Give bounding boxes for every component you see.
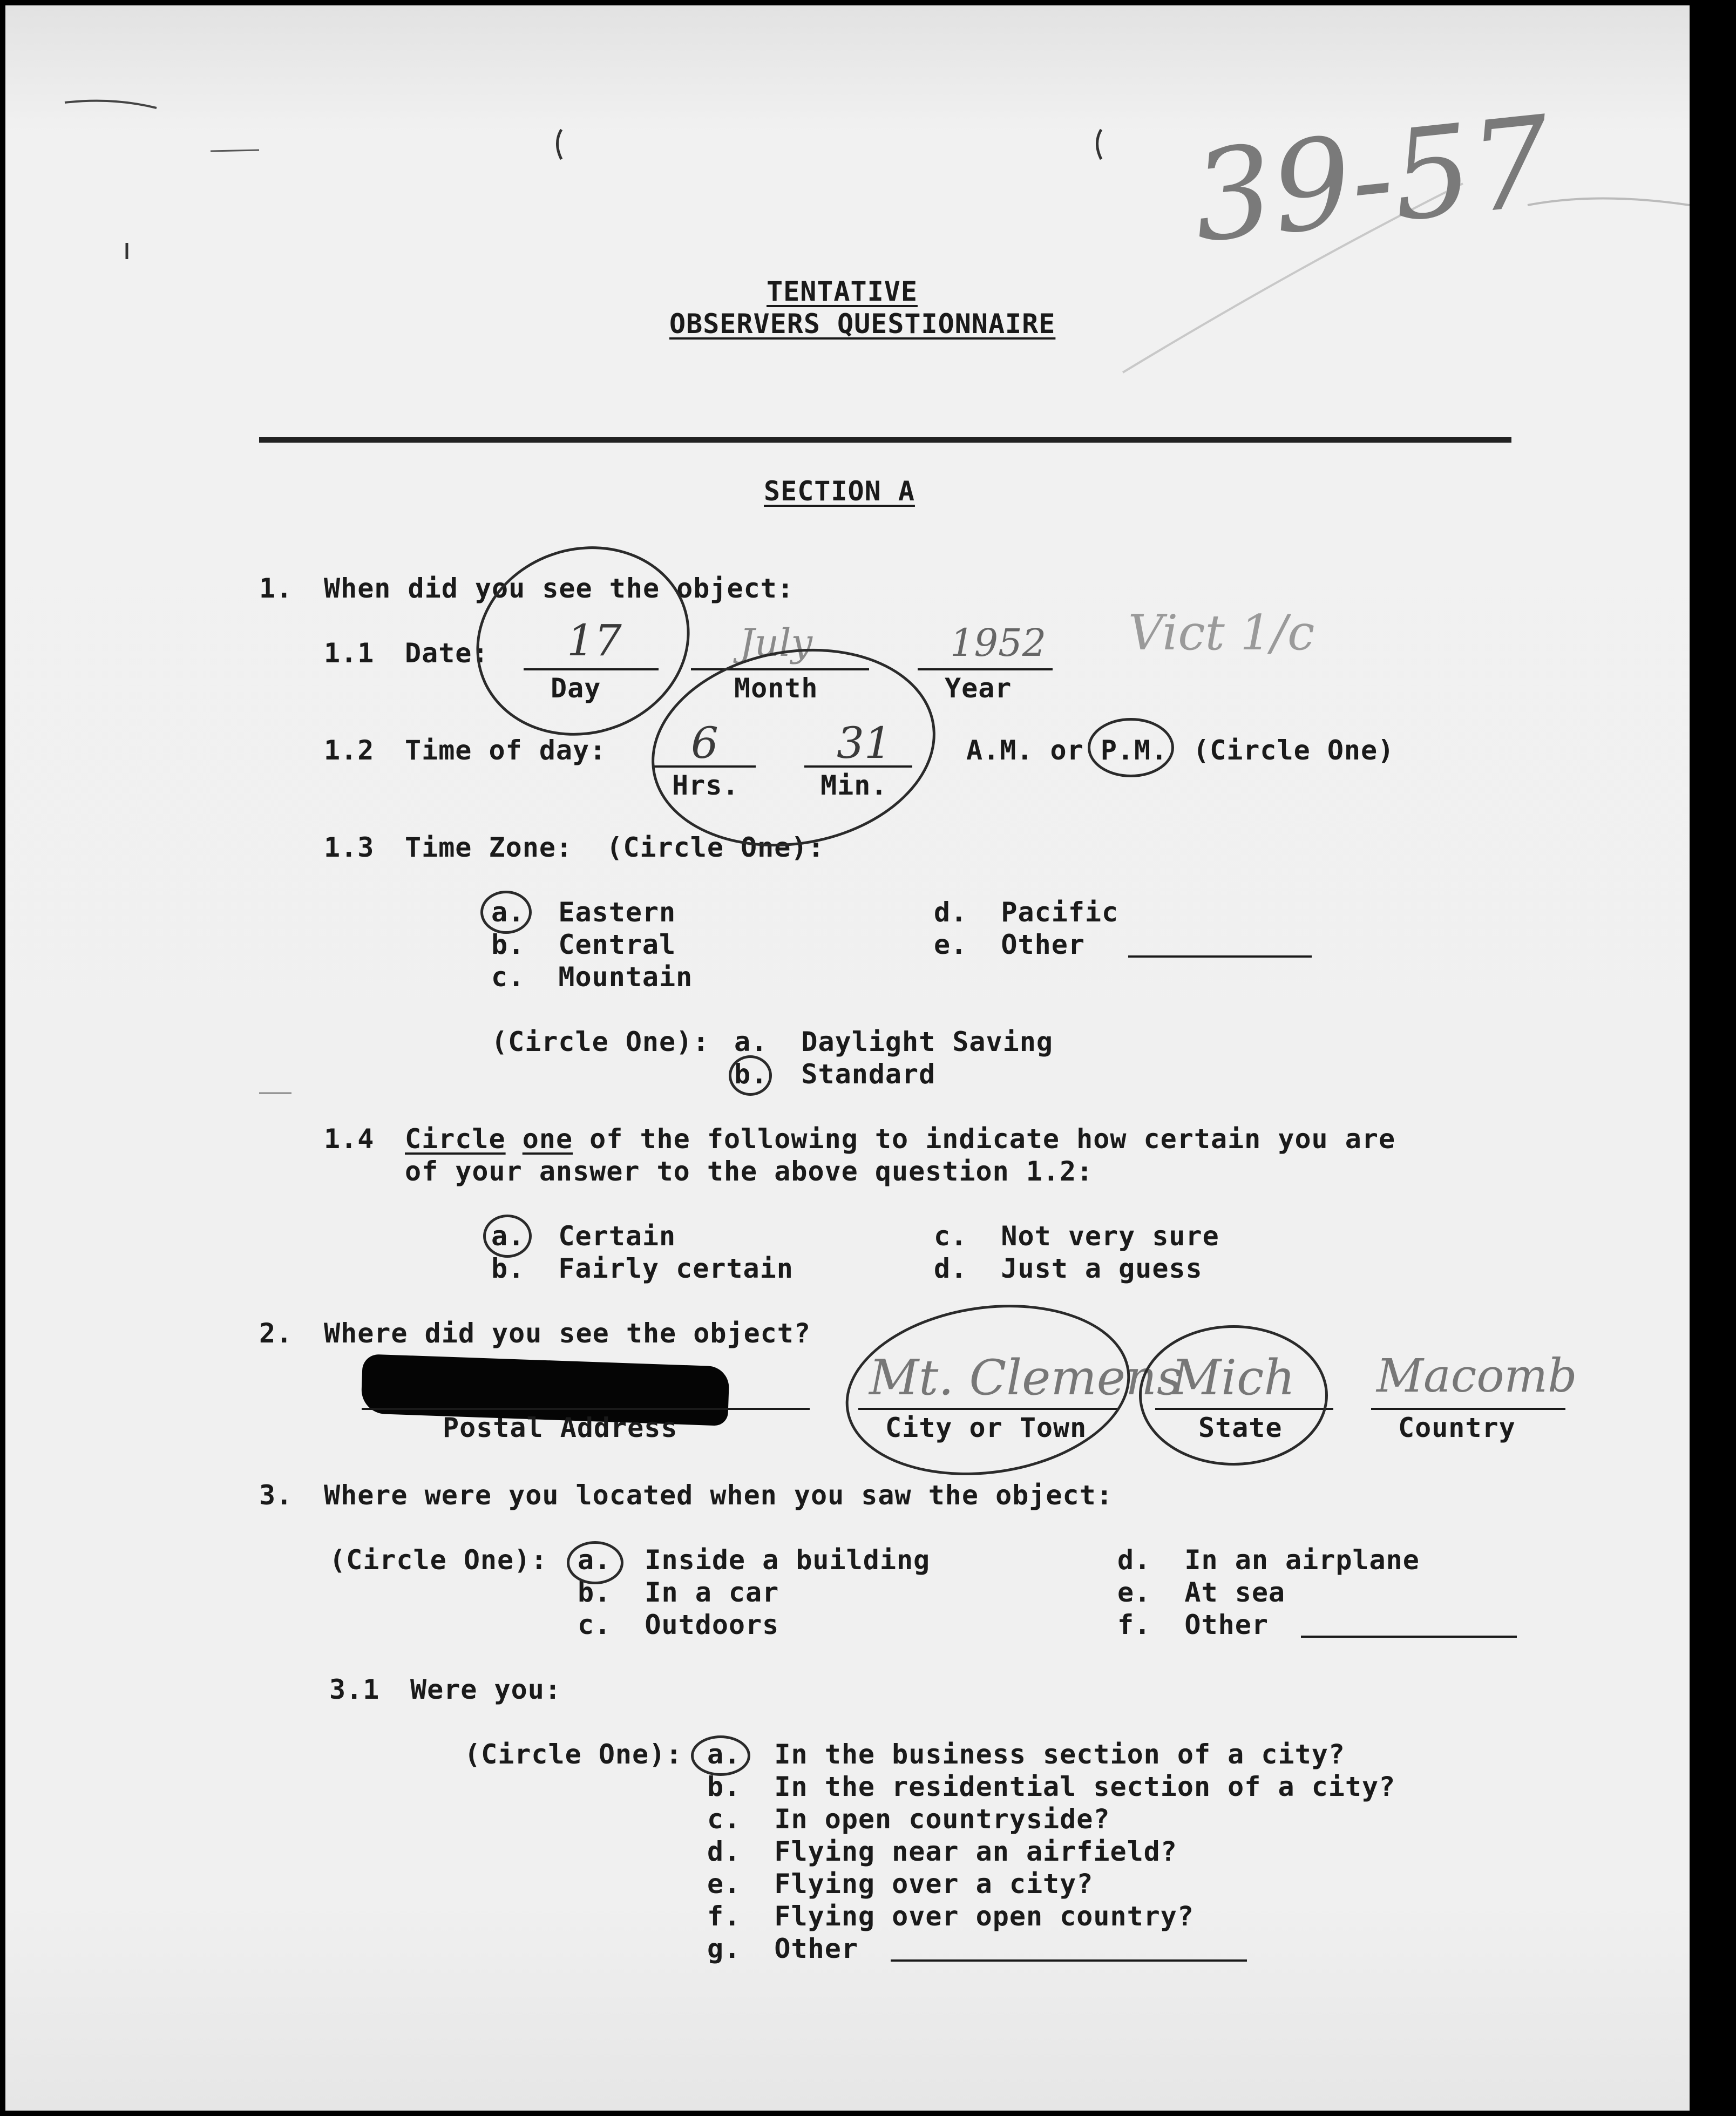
setting-option-e: e. Flying over a city? bbox=[707, 1868, 1094, 1900]
margin-note: Vict 1/c bbox=[1128, 605, 1315, 661]
year-line bbox=[918, 668, 1053, 670]
q2-number: 2. bbox=[259, 1318, 293, 1349]
section-heading: SECTION A bbox=[764, 476, 915, 507]
month-caption: Month bbox=[734, 673, 818, 704]
q1-4-emphasis-one: one bbox=[522, 1123, 573, 1155]
location-option-a: a. Inside a building bbox=[578, 1544, 931, 1576]
city-value: Mt. Clemens bbox=[869, 1349, 1182, 1406]
certainty-option-c: c. Not very sure bbox=[934, 1220, 1219, 1252]
q3-text: Where were you located when you saw the object: bbox=[324, 1480, 1113, 1511]
q3-1-number: 3.1 bbox=[329, 1674, 380, 1705]
q1-3-label: Time Zone: (Circle One): bbox=[405, 832, 825, 863]
q1-4-text-line-2: of your answer to the above question 1.2: bbox=[405, 1156, 1094, 1187]
q3-1-circle-hint: (Circle One): bbox=[464, 1739, 683, 1770]
city-caption: City or Town bbox=[885, 1412, 1087, 1443]
tz-option-a: a. Eastern bbox=[491, 897, 676, 928]
circle-business-section bbox=[691, 1735, 750, 1776]
certainty-option-d: d. Just a guess bbox=[934, 1253, 1203, 1284]
setting-option-a: a. In the business section of a city? bbox=[707, 1739, 1345, 1770]
postal-address-caption: Postal Address bbox=[443, 1412, 678, 1443]
certainty-option-b: b. Fairly certain bbox=[491, 1253, 794, 1284]
day-caption: Day bbox=[551, 673, 601, 704]
setting-option-f: f. Flying over open country? bbox=[707, 1901, 1194, 1932]
circle-pm bbox=[1088, 718, 1174, 777]
questionnaire-page bbox=[5, 5, 1690, 2111]
country-value: Macomb bbox=[1376, 1349, 1577, 1403]
q3-1-text: Were you: bbox=[410, 1674, 561, 1705]
year-value: 1952 bbox=[950, 621, 1047, 665]
circle-one-hint: (Circle One) bbox=[1193, 735, 1395, 766]
certainty-option-a: a. Certain bbox=[491, 1220, 676, 1252]
q1-4-number: 1.4 bbox=[324, 1123, 375, 1155]
q1-4-text-line-1 bbox=[405, 1123, 1395, 1155]
q3-number: 3. bbox=[259, 1480, 293, 1511]
circle-eastern bbox=[480, 891, 532, 934]
country-caption: Country bbox=[1398, 1412, 1516, 1443]
month-value: July bbox=[740, 621, 813, 665]
location-other-line bbox=[1301, 1636, 1517, 1638]
handwritten-file-number: 39-57 bbox=[1186, 90, 1558, 270]
tz-other-line bbox=[1128, 955, 1312, 958]
tz-option-c: c. Mountain bbox=[491, 961, 693, 993]
year-caption: Year bbox=[945, 673, 1012, 704]
q1-3-number: 1.3 bbox=[324, 832, 375, 863]
q2-text: Where did you see the object? bbox=[324, 1318, 811, 1349]
setting-option-b: b. In the residential section of a city? bbox=[707, 1771, 1396, 1802]
setting-other-line bbox=[891, 1959, 1247, 1962]
postal-address-line bbox=[362, 1408, 810, 1410]
location-option-e: e. At sea bbox=[1117, 1577, 1286, 1608]
setting-option-c: c. In open countryside? bbox=[707, 1803, 1110, 1835]
q1-number: 1. bbox=[259, 573, 293, 604]
location-option-d: d. In an airplane bbox=[1117, 1544, 1420, 1576]
q1-4-emphasis-circle: Circle bbox=[405, 1123, 506, 1155]
minutes-caption: Min. bbox=[820, 770, 888, 801]
location-option-c: c. Outdoors bbox=[578, 1609, 779, 1640]
tz-option-e: e. Other bbox=[934, 929, 1085, 960]
q1-2-number: 1.2 bbox=[324, 735, 375, 766]
q1-4-text-rest: of the following to indicate how certain you are bbox=[573, 1123, 1396, 1155]
circle-certain bbox=[483, 1215, 532, 1258]
setting-option-d: d. Flying near an airfield? bbox=[707, 1836, 1177, 1867]
q1-2-label: Time of day: bbox=[405, 735, 607, 766]
circle-standard bbox=[729, 1055, 772, 1096]
circle-state bbox=[1139, 1325, 1328, 1466]
title-line-1: TENTATIVE bbox=[767, 276, 918, 307]
tz-option-d: d. Pacific bbox=[934, 897, 1119, 928]
dst-option-a: a. Daylight Saving bbox=[734, 1026, 1053, 1057]
title-line-2: OBSERVERS QUESTIONNAIRE bbox=[669, 308, 1056, 340]
minutes-value: 31 bbox=[837, 718, 892, 768]
state-caption: State bbox=[1198, 1412, 1283, 1443]
q1-text: When did you see the object: bbox=[324, 573, 794, 604]
country-line bbox=[1371, 1408, 1565, 1410]
q1-1-number: 1.1 bbox=[324, 637, 375, 669]
am-pm-options: A.M. or P.M. bbox=[966, 735, 1168, 766]
setting-option-g: g. Other bbox=[707, 1933, 858, 1964]
dst-option-b: b. Standard bbox=[734, 1059, 936, 1090]
state-value: Mich bbox=[1171, 1349, 1296, 1406]
day-value: 17 bbox=[567, 615, 622, 666]
hours-value: 6 bbox=[691, 718, 718, 768]
q3-circle-hint: (Circle One): bbox=[329, 1544, 548, 1576]
circle-inside-building bbox=[567, 1541, 623, 1584]
tz-option-b: b. Central bbox=[491, 929, 676, 960]
section-divider bbox=[259, 437, 1511, 443]
dst-circle-hint: (Circle One): bbox=[491, 1026, 710, 1057]
location-option-f: f. Other bbox=[1117, 1609, 1269, 1640]
hours-caption: Hrs. bbox=[672, 770, 740, 801]
q1-1-label: Date: bbox=[405, 637, 489, 669]
location-option-b: b. In a car bbox=[578, 1577, 779, 1608]
